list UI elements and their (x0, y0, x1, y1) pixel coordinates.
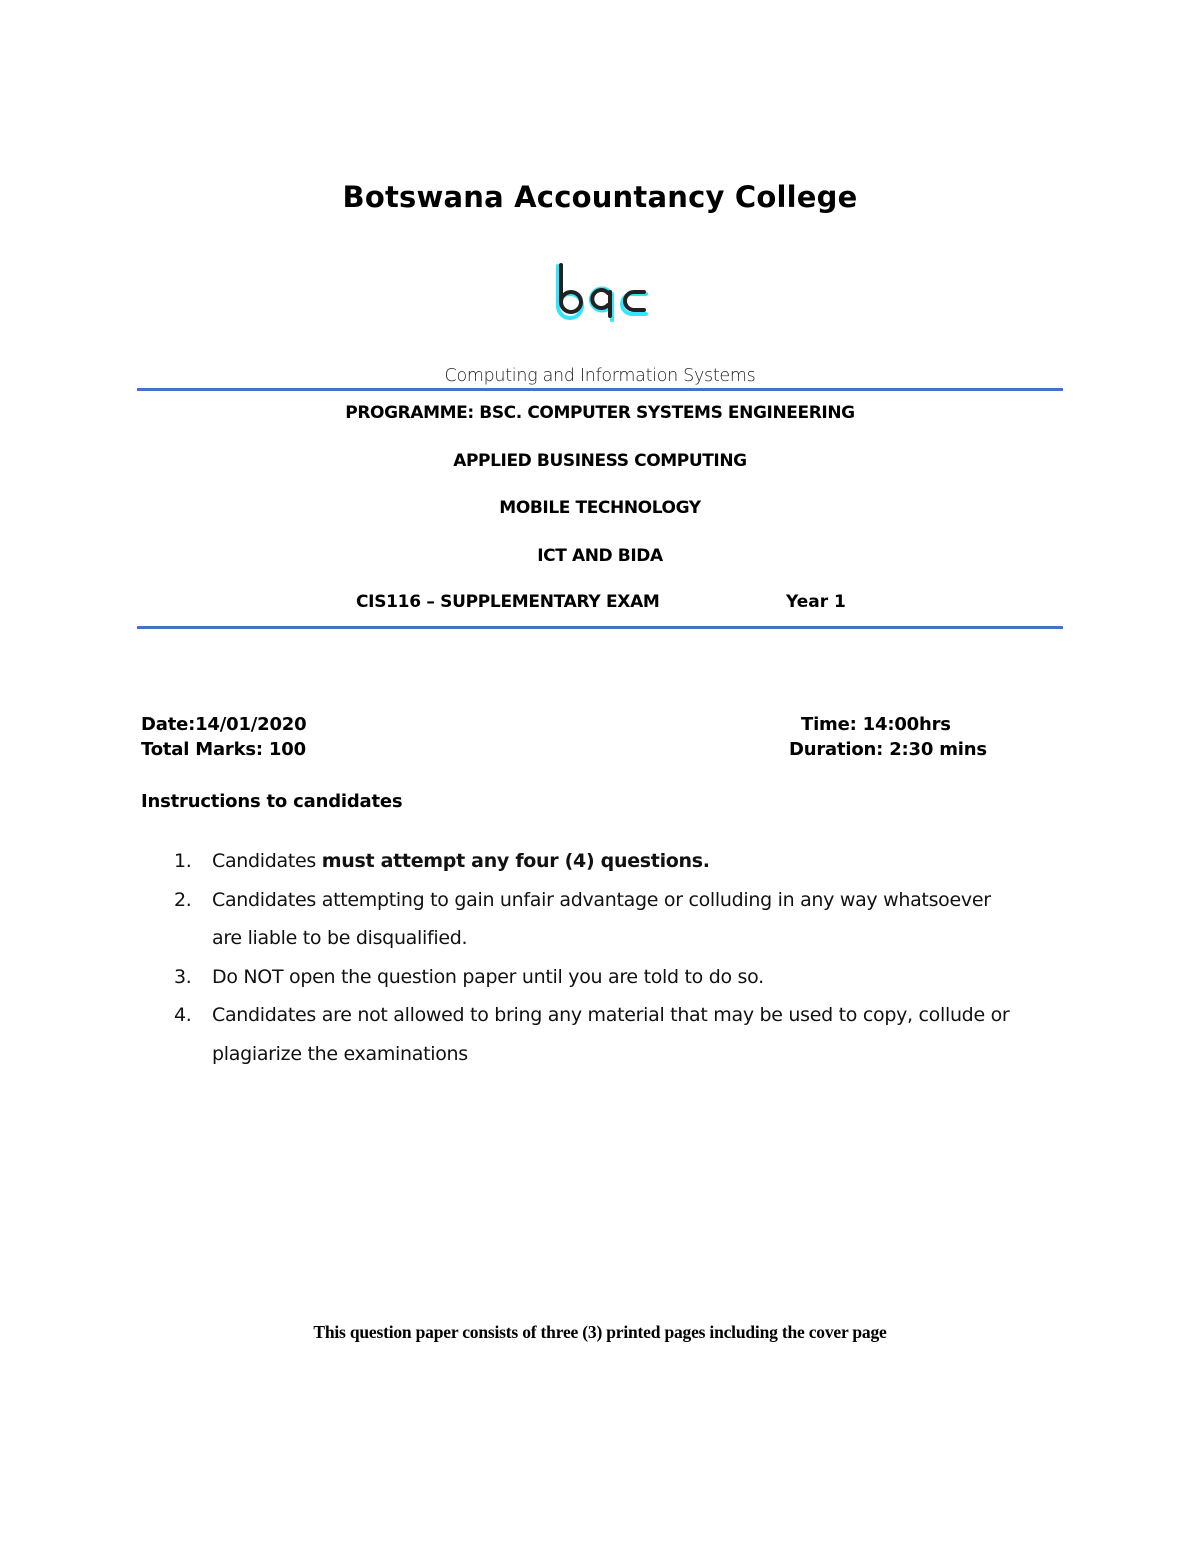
top-divider (137, 388, 1063, 391)
exam-duration: Duration: 2:30 mins (789, 739, 987, 760)
instruction-number: 2. (174, 888, 192, 911)
instruction-emphasis: must attempt any four (4) questions. (321, 850, 710, 872)
instruction-text: Do NOT open the question paper until you are told to do so. (212, 965, 764, 988)
instructions-list (174, 842, 1054, 1073)
instruction-text: Candidates attempting to gain unfair advantage or colluding in any way whatsoever are liable to be disqualified. (212, 888, 991, 949)
instruction-item (174, 996, 1054, 1073)
bac-logo-icon (548, 262, 652, 322)
department-name: Computing and Information Systems (444, 366, 756, 386)
instruction-item (174, 881, 1054, 958)
course-mobile-technology: MOBILE TECHNOLOGY (499, 498, 701, 518)
instruction-number: 1. (174, 850, 192, 872)
instruction-item (174, 842, 1054, 881)
total-marks: Total Marks: 100 (141, 739, 306, 760)
course-applied-business-computing: APPLIED BUSINESS COMPUTING (453, 451, 747, 471)
exam-time: Time: 14:00hrs (801, 714, 951, 735)
instruction-number: 3. (174, 965, 192, 988)
bottom-divider (137, 626, 1063, 629)
college-name: Botswana Accountancy College (342, 180, 858, 214)
instructions-heading: Instructions to candidates (141, 791, 403, 812)
instruction-number: 4. (174, 1004, 192, 1026)
exam-date: Date:14/01/2020 (141, 714, 307, 735)
course-ict-and-bida: ICT AND BIDA (537, 546, 663, 566)
page-count-note: This question paper consists of three (3) printed pages including the cover page (313, 1322, 887, 1342)
programme-title: PROGRAMME: BSC. COMPUTER SYSTEMS ENGINEERING (345, 403, 855, 423)
exam-code: CIS116 – SUPPLEMENTARY EXAM (356, 592, 660, 612)
instruction-item (174, 958, 1054, 997)
year-label: Year 1 (786, 592, 846, 612)
instruction-text: Candidates are not allowed to bring any material that may be used to copy, collude or plagiarize the examinations (212, 1004, 1010, 1065)
instruction-text: Candidates (212, 850, 322, 872)
